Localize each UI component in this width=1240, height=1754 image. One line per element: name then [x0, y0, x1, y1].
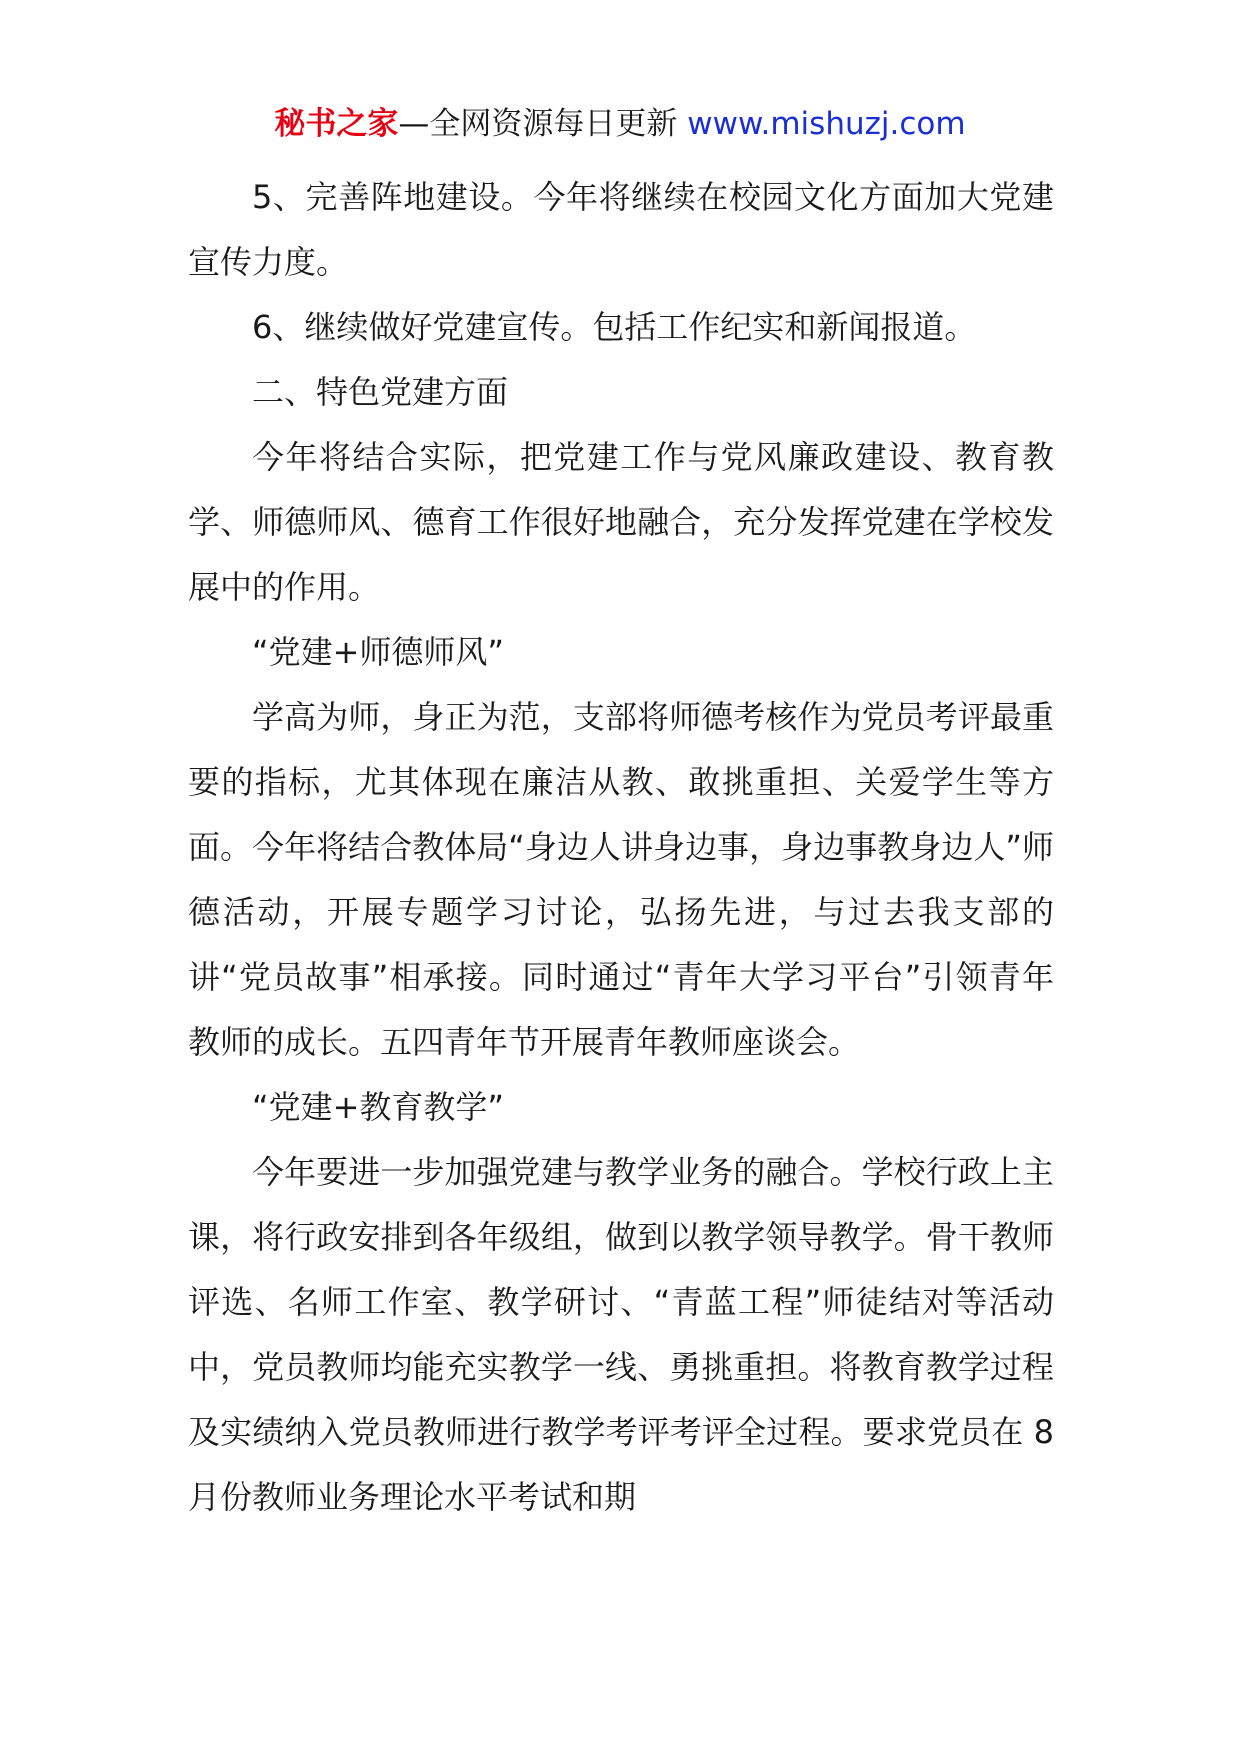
document-body [188, 165, 1054, 1530]
section-heading: 二、特色党建方面 [252, 373, 509, 411]
header-tagline: —全网资源每日更新 [398, 106, 688, 142]
section-intro-paragraph: 今年将结合实际，把党建工作与党风廉政建设、教育教学、师德师风、德育工作很好地融合，充分发挥党建在学校发展中的作用。 [188, 438, 1054, 606]
paragraph-item-5: 5、完善阵地建设。今年将继续在校园文化方面加大党建宣传力度。 [188, 178, 1054, 281]
paragraph-item-6: 6、继续做好党建宣传。包括工作纪实和新闻报道。 [252, 308, 977, 346]
brand-name: 秘书之家 [274, 106, 399, 142]
teacher-ethics-paragraph: 学高为师，身正为范，支部将师德考核作为党员考评最重要的指标，尤其体现在廉洁从教、敢挑重担、关爱学生等方面。今年将结合教体局“身边人讲身边事，身边事教身边人”师德活动，开展专题学习讨论，弘扬先进，与过去我支部的讲“党员故事”相承接。同时通过“青年大学习平台”引领青年教师的成长。五四青年节开展青年教师座谈会。 [188, 698, 1054, 1061]
education-teaching-paragraph: 今年要进一步加强党建与教学业务的融合。学校行政上主课，将行政安排到各年级组，做到以教学领导教学。骨干教师评选、名师工作室、教学研讨、“青蓝工程”师徒结对等活动中，党员教师均能充实教学一线、勇挑重担。将教育教学过程及实绩纳入党员教师进行教学考评考评全过程。要求党员在 8 月份教师业务理论水平考试和期 [188, 1153, 1054, 1516]
site-url: www.mishuzj.com [687, 106, 966, 142]
site-header [0, 100, 1240, 148]
subheading-teacher-ethics: “党建+师德师风” [252, 633, 504, 671]
subheading-education-teaching: “党建+教育教学” [252, 1088, 504, 1126]
